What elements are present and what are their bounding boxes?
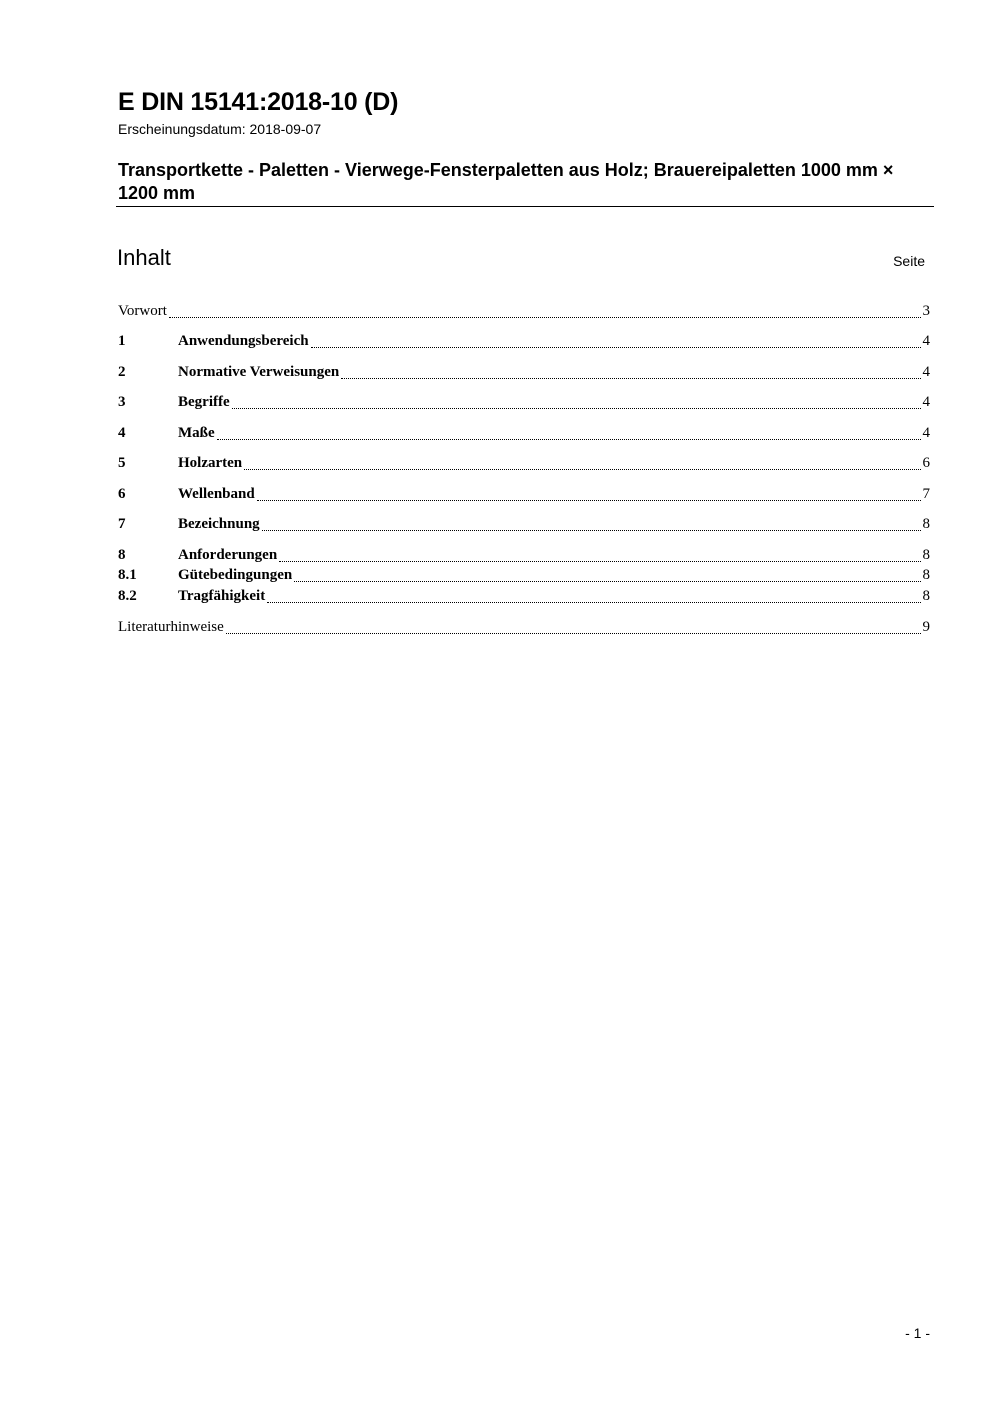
toc-entry-label: Bezeichnung — [178, 516, 260, 532]
toc-entry-1[interactable] — [118, 333, 930, 353]
toc-entry-number: 3 — [118, 394, 126, 410]
toc-entry-2[interactable] — [118, 364, 930, 384]
toc-leader-dots — [341, 377, 920, 379]
toc-entry-5[interactable] — [118, 455, 930, 475]
toc-leader-dots — [279, 560, 920, 562]
toc-entry-page: 9 — [922, 619, 930, 635]
toc-entry-number: 8.2 — [118, 588, 137, 604]
toc-entry-page: 8 — [922, 547, 930, 563]
toc-page-column-heading: Seite — [893, 253, 925, 269]
toc-entry-page: 4 — [922, 333, 930, 349]
toc-entry-number: 8 — [118, 547, 126, 563]
toc-entry-number: 8.1 — [118, 567, 137, 583]
toc-leader-dots — [257, 499, 921, 501]
document-title: Transportkette - Paletten - Vierwege-Fensterpaletten aus Holz; Brauereipaletten 1000 mm × 1200 mm — [118, 160, 894, 203]
toc-entry-page: 8 — [922, 567, 930, 583]
toc-leader-dots — [232, 407, 921, 409]
publication-date: Erscheinungsdatum: 2018-09-07 — [118, 121, 322, 137]
toc-entry-page: 4 — [922, 394, 930, 410]
toc-entry-foreword[interactable] — [118, 303, 930, 323]
toc-leader-dots — [262, 529, 921, 531]
toc-entry-page: 3 — [922, 303, 930, 319]
toc-entry-number: 2 — [118, 364, 126, 380]
toc-entry-page: 4 — [922, 425, 930, 441]
toc-entry-label: Begriffe — [178, 394, 230, 410]
title-divider — [116, 206, 934, 207]
toc-entry-label: Vorwort — [118, 303, 167, 319]
page-number: - 1 - — [905, 1325, 930, 1341]
toc-entry-label: Literaturhinweise — [118, 619, 224, 635]
toc-leader-dots — [267, 601, 920, 603]
toc-entry-4[interactable] — [118, 425, 930, 445]
toc-entry-label: Tragfähigkeit — [178, 588, 266, 604]
toc-leader-dots — [311, 346, 921, 348]
toc-entry-number: 7 — [118, 516, 126, 532]
toc-entry-8[interactable] — [118, 547, 930, 567]
toc-leader-dots — [217, 438, 921, 440]
document-id: E DIN 15141:2018-10 (D) — [118, 88, 399, 116]
toc-leader-dots — [226, 632, 921, 634]
toc-heading: Inhalt — [117, 245, 171, 270]
toc-entry-8-2[interactable] — [118, 588, 930, 608]
toc-entry-page: 8 — [922, 588, 930, 604]
toc-entry-label: Maße — [178, 425, 215, 441]
toc-entry-page: 6 — [922, 455, 930, 471]
toc-entry-number: 4 — [118, 425, 126, 441]
toc-entry-label: Anforderungen — [178, 547, 278, 563]
toc-entry-8-1[interactable] — [118, 567, 930, 587]
toc-entry-page: 8 — [922, 516, 930, 532]
toc-entry-label: Anwendungsbereich — [178, 333, 309, 349]
toc-entry-page: 4 — [922, 364, 930, 380]
toc-leader-dots — [244, 468, 920, 470]
toc-entry-bibliography[interactable] — [118, 619, 930, 639]
toc-leader-dots — [169, 316, 921, 318]
toc-entry-number: 6 — [118, 486, 126, 502]
toc-entry-number: 1 — [118, 333, 126, 349]
toc-entry-3[interactable] — [118, 394, 930, 414]
toc-entry-label: Wellenband — [178, 486, 255, 502]
toc-entry-page: 7 — [922, 486, 930, 502]
toc-entry-label: Holzarten — [178, 455, 243, 471]
toc-entry-label: Normative Verweisungen — [178, 364, 340, 380]
toc-entry-label: Gütebedingungen — [178, 567, 293, 583]
toc-entry-6[interactable] — [118, 486, 930, 506]
toc-entry-7[interactable] — [118, 516, 930, 536]
toc-entry-number: 5 — [118, 455, 126, 471]
toc-leader-dots — [294, 580, 920, 582]
